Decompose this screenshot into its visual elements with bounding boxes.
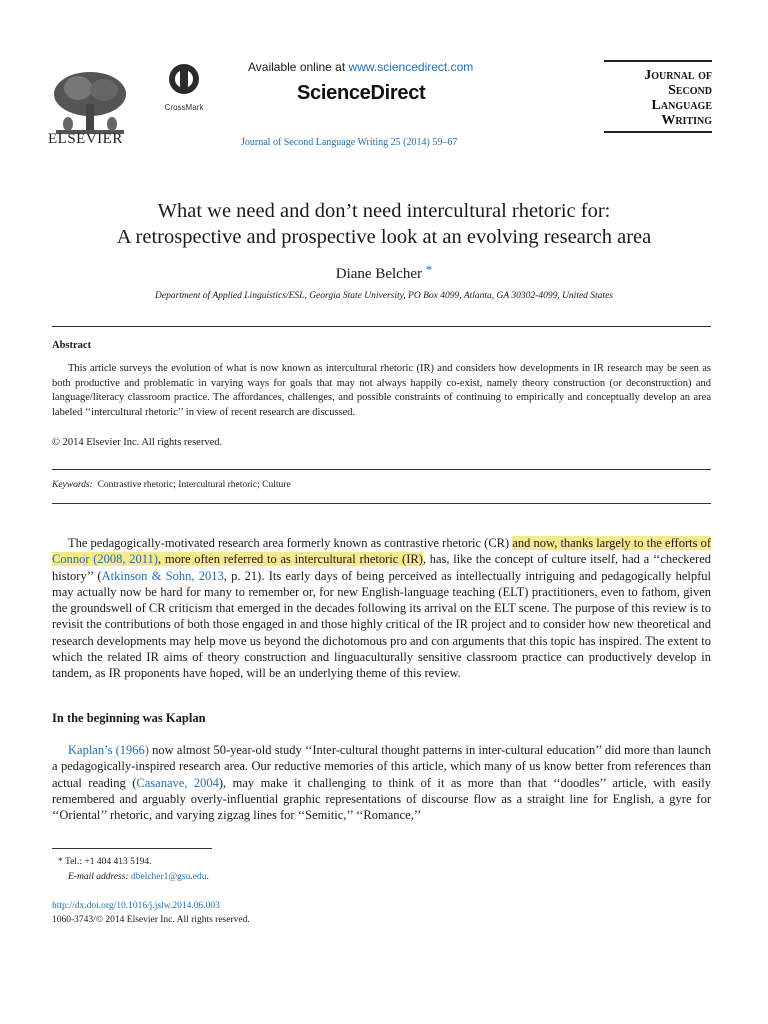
journal-reference-link[interactable]: Journal of Second Language Writing 25 (2014) 59–67 xyxy=(241,137,458,148)
journal-logo-bottom-bar xyxy=(604,131,712,133)
citation-link[interactable]: Atkinson & Sohn, 2013 xyxy=(101,568,224,583)
divider xyxy=(52,326,711,327)
keywords xyxy=(52,480,291,490)
footnote-telephone: * Tel.: +1 404 413 5194. xyxy=(58,857,152,867)
text-run: , p. 21). Its early days of being perceived as intellectually intriguing and pedagogically helpful may actually now be hard for many to remember or, for new English-language teaching (ELT) practitioners, even to fathom, given the groundswell of CR criticism that emerged in the decades following its arrival on the ELT scene. The purpose of this review is to revisit the contributions of both those engaged in and those highly critical of the IR project and to consider how new theoretical and research developments may help move us beyond the dichotomous pro and con arguments that this topic has inspired. The extent to which the related IR aims of theory construction and linguaculturally sensitive classroom practice can productively develop in tandem, as IR proponents have hoped, will be an underlying theme of this review. xyxy=(52,568,711,681)
sciencedirect-url-link[interactable]: www.sciencedirect.com xyxy=(348,60,474,74)
text-run: , has, like the concept of culture itself, had a ‘‘checkered history’’ ( xyxy=(52,552,711,583)
keywords-label: Keywords: xyxy=(52,480,93,490)
issn-copyright: 1060-3743/© 2014 Elsevier Inc. All rights reserved. xyxy=(52,915,250,925)
section-heading: In the beginning was Kaplan xyxy=(52,711,206,725)
text-run: . xyxy=(206,872,209,882)
doi-link[interactable]: http://dx.doi.org/10.1016/j.jslw.2014.06.003 xyxy=(52,901,220,911)
body-paragraph xyxy=(52,535,711,682)
sciencedirect-logo: ScienceDirect xyxy=(297,82,426,104)
crossmark-badge[interactable] xyxy=(160,62,208,110)
crossmark-label: CrossMark xyxy=(164,103,204,112)
email-link[interactable]: dbelcher1@gsu.edu xyxy=(130,872,207,882)
citation-link[interactable]: Connor (2008, 2011) xyxy=(52,552,158,567)
citation-link[interactable]: Casanave, 2004 xyxy=(136,775,219,790)
abstract-body: This article surveys the evolution of what is now known as intercultural rhetoric (IR) and considers how developments in IR research may be seen as both productive and problematic in varying ways for goals that may not always happily co-exist, namely theory construction (or deconstruction) and language/literacy classroom practice. The affordances, challenges, and possible constraints of continuing to empirically and conceptually develop an area labeled ‘‘intercultural rhetoric’’ in view of recent research are discussed. xyxy=(52,363,711,418)
footnote-divider xyxy=(52,848,212,849)
author-name-text: Diane Belcher xyxy=(335,266,422,282)
text-run: ), may make it challenging to think of it as more than that ‘‘doodles’’ article, with easily remembered and arguably overly-influential graphic representations of discourse flow as a straight line for English, a gyre for ‘‘Oriental’’ rhetoric, and varying zigzag lines for ‘‘Semitic,’’ ‘‘Romance,’’ xyxy=(52,775,711,823)
abstract-heading: Abstract xyxy=(52,340,92,351)
article-title-line-1: What we need and don’t need intercultural rhetoric for: xyxy=(157,200,611,222)
crossmark-icon xyxy=(160,62,208,96)
author-name xyxy=(0,262,768,283)
text-run: , more often referred to as intercultural rhetoric (IR) xyxy=(157,552,423,567)
body-paragraph xyxy=(52,742,711,823)
text-run: The pedagogically-motivated research area formerly known as contrastive rhetoric (CR) xyxy=(68,536,513,550)
article-title-line-2: A retrospective and prospective look at an evolving research area xyxy=(116,226,652,248)
text-run: now almost 50-year-old study ‘‘Inter-cultural thought patterns in inter-cultural education’’ did more than launch a pedagogically-inspired research area. Our reductive memories of this article, which many of us know better from references than actual reading ( xyxy=(52,743,711,790)
available-online xyxy=(248,60,473,74)
email-label: E-mail address: xyxy=(68,872,129,882)
journal-logo-line: Journal of xyxy=(644,68,712,83)
journal-logo-line: Second xyxy=(668,83,712,98)
publisher-name: ELSEVIER xyxy=(48,131,123,147)
available-prefix: Available online at xyxy=(248,60,349,74)
divider xyxy=(52,469,711,470)
author-affiliation: Department of Applied Linguistics/ESL, Georgia State University, PO Box 4099, Atlanta, GA 30302-4099, United States xyxy=(155,291,613,301)
journal-logo xyxy=(604,60,712,133)
journal-logo-line: Writing xyxy=(661,113,712,128)
journal-logo-line: Language xyxy=(651,98,712,113)
abstract-copyright: © 2014 Elsevier Inc. All rights reserved. xyxy=(52,437,223,448)
citation-link[interactable]: Kaplan’s (1966) xyxy=(68,743,149,757)
author-footnote-link[interactable]: * xyxy=(425,262,433,277)
footnote-email xyxy=(68,872,209,882)
keywords-text: Contrastive rhetoric; Intercultural rhetoric; Culture xyxy=(97,480,291,490)
divider xyxy=(52,503,711,504)
text-run: and now, thanks largely to the efforts of xyxy=(512,536,711,550)
